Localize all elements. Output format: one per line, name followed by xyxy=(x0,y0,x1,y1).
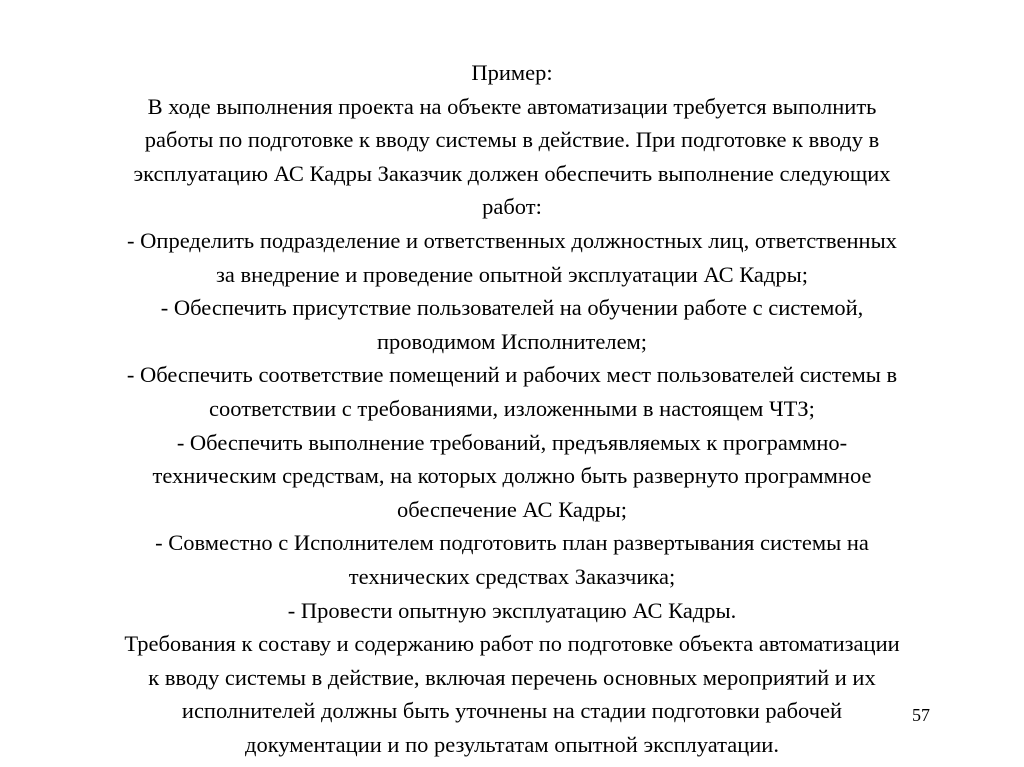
text-line: Пример: xyxy=(471,60,553,85)
text-line: за внедрение и проведение опытной эксплуатации АС Кадры; xyxy=(216,261,808,287)
list-item: - Провести опытную эксплуатацию АС Кадры. xyxy=(287,597,737,623)
text-line: Требования к составу и содержанию работ по подготовке объекта автоматизации xyxy=(124,631,900,657)
slide-body-text xyxy=(40,56,984,761)
text-line: В ходе выполнения проекта на объекте автоматизации требуется выполнить xyxy=(147,93,877,119)
text-line: исполнителей должны быть уточнены на стадии подготовки рабочей xyxy=(181,698,843,724)
list-item: - Совместно с Исполнителем подготовить план развертывания системы на xyxy=(155,530,869,556)
list-item: - Обеспечить присутствие пользователей на обучении работе с системой, xyxy=(160,295,864,321)
text-line: техническим средствам, на которых должно быть развернуто программное xyxy=(152,463,872,489)
text-line: соответствии с требованиями, изложенными в настоящем ЧТЗ; xyxy=(209,395,815,421)
text-line: технических средствах Заказчика; xyxy=(348,563,676,589)
list-item: - Обеспечить соответствие помещений и рабочих мест пользователей системы в xyxy=(126,362,898,388)
text-line: проводимом Исполнителем; xyxy=(376,328,648,354)
text-line: эксплуатацию АС Кадры Заказчик должен обеспечить выполнение следующих xyxy=(133,160,891,186)
page-number: 57 xyxy=(912,705,930,725)
text-line: документации и по результатам опытной эксплуатации. xyxy=(245,731,779,757)
list-item: - Определить подразделение и ответственных должностных лиц, ответственных xyxy=(127,227,897,253)
list-item: - Обеспечить выполнение требований, предъявляемых к программно- xyxy=(176,429,848,455)
text-line: работы по подготовке к вводу системы в действие. При подготовке к вводу в xyxy=(144,127,880,153)
text-line: к вводу системы в действие, включая перечень основных мероприятий и их xyxy=(148,664,876,690)
text-line: работ: xyxy=(482,194,542,220)
text-line: обеспечение АС Кадры; xyxy=(397,496,627,522)
